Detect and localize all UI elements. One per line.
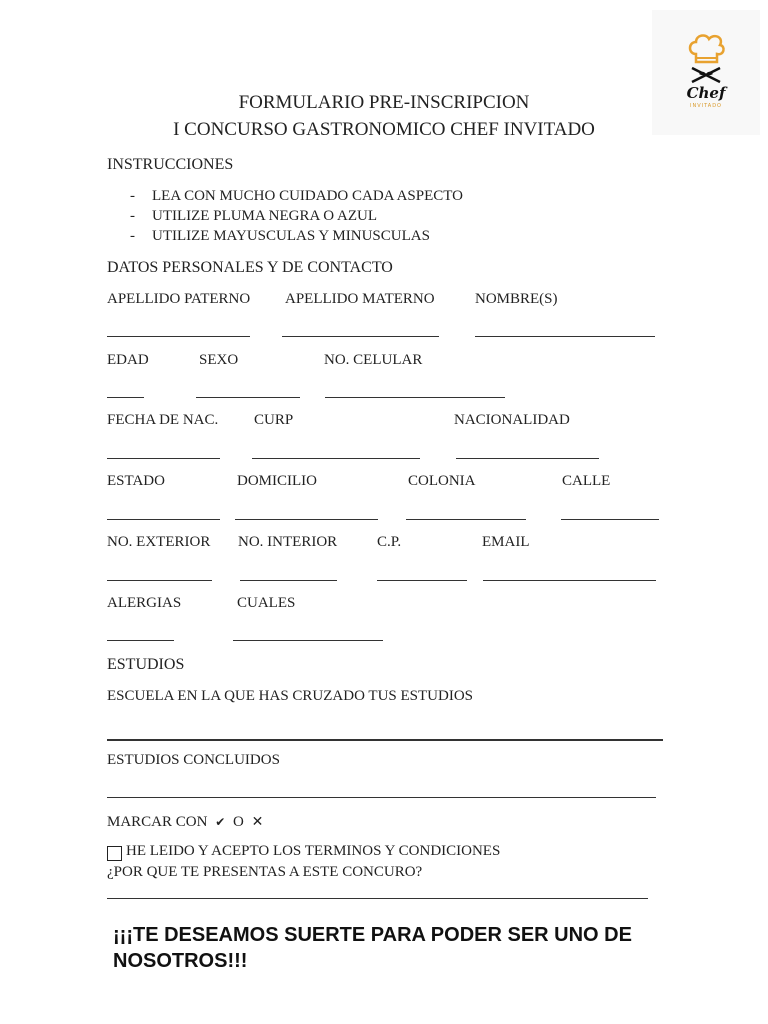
- terms-label: HE LEIDO Y ACEPTO LOS TERMINOS Y CONDICIONES: [126, 843, 501, 859]
- mark-instruction: [107, 814, 263, 831]
- label-cuales: CUALES: [237, 595, 296, 611]
- mark-label: MARCAR CON: [107, 814, 208, 830]
- field-celular[interactable]: [325, 397, 505, 398]
- field-edad[interactable]: [107, 397, 144, 398]
- field-escuela[interactable]: [107, 739, 663, 741]
- label-alergias: ALERGIAS: [107, 595, 182, 611]
- chef-hat-icon: [682, 32, 730, 86]
- logo-subtitle: INVITADO: [690, 103, 722, 109]
- field-no-interior[interactable]: [240, 580, 337, 581]
- field-colonia[interactable]: [406, 519, 526, 520]
- label-email: EMAIL: [482, 534, 530, 550]
- personal-heading: DATOS PERSONALES Y DE CONTACTO: [107, 259, 393, 276]
- logo-wordmark: Chef: [686, 84, 726, 102]
- field-fecha-nac[interactable]: [107, 458, 220, 459]
- form-title: FORMULARIO PRE-INSCRIPCION: [238, 92, 530, 113]
- label-calle: CALLE: [562, 473, 611, 489]
- bullet: -: [130, 188, 135, 204]
- label-fecha-nac: FECHA DE NAC.: [107, 412, 219, 428]
- field-estado[interactable]: [107, 519, 220, 520]
- field-no-exterior[interactable]: [107, 580, 212, 581]
- label-nombre: NOMBRE(S): [475, 291, 558, 307]
- field-email[interactable]: [483, 580, 656, 581]
- label-nacionalidad: NACIONALIDAD: [454, 412, 570, 428]
- cross-icon: ✕: [251, 814, 264, 830]
- field-apellido-paterno[interactable]: [107, 336, 250, 337]
- label-domicilio: DOMICILIO: [237, 473, 317, 489]
- instruction-item: LEA CON MUCHO CUIDADO CADA ASPECTO: [152, 188, 464, 204]
- field-sexo[interactable]: [196, 397, 300, 398]
- label-estado: ESTADO: [107, 473, 165, 489]
- label-escuela: ESCUELA EN LA QUE HAS CRUZADO TUS ESTUDIOS: [107, 688, 473, 704]
- instruction-item: UTILIZE PLUMA NEGRA O AZUL: [152, 208, 377, 224]
- closing-message: ¡¡¡TE DESEAMOS SUERTE PARA PODER SER UNO DE NOSOTROS!!!: [113, 924, 632, 972]
- field-domicilio[interactable]: [235, 519, 378, 520]
- mark-or: O: [233, 814, 244, 830]
- label-no-exterior: NO. EXTERIOR: [107, 534, 211, 550]
- field-alergias[interactable]: [107, 640, 174, 641]
- label-no-interior: NO. INTERIOR: [238, 534, 338, 550]
- field-estudios-concluidos[interactable]: [107, 797, 656, 798]
- label-apellido-materno: APELLIDO MATERNO: [285, 291, 435, 307]
- label-estudios-concluidos: ESTUDIOS CONCLUIDOS: [107, 752, 280, 768]
- label-colonia: COLONIA: [408, 473, 476, 489]
- instruction-item: UTILIZE MAYUSCULAS Y MINUSCULAS: [152, 228, 430, 244]
- chef-logo: [652, 10, 760, 135]
- label-sexo: SEXO: [199, 352, 239, 368]
- instructions-heading: INSTRUCCIONES: [107, 156, 234, 173]
- field-cuales[interactable]: [233, 640, 383, 641]
- field-cp[interactable]: [377, 580, 467, 581]
- field-nombre[interactable]: [475, 336, 655, 337]
- field-curp[interactable]: [252, 458, 420, 459]
- field-apellido-materno[interactable]: [282, 336, 439, 337]
- terms-checkbox[interactable]: [107, 846, 122, 861]
- label-apellido-paterno: APELLIDO PATERNO: [107, 291, 251, 307]
- bullet: -: [130, 228, 135, 244]
- label-celular: NO. CELULAR: [324, 352, 423, 368]
- label-edad: EDAD: [107, 352, 149, 368]
- label-cp: C.P.: [377, 534, 402, 550]
- field-question-answer[interactable]: [107, 898, 648, 899]
- check-icon: ✔: [215, 815, 226, 829]
- field-nacionalidad[interactable]: [456, 458, 599, 459]
- form-subtitle: I CONCURSO GASTRONOMICO CHEF INVITADO: [173, 119, 595, 140]
- label-curp: CURP: [254, 412, 294, 428]
- question-label: ¿POR QUE TE PRESENTAS A ESTE CONCURO?: [107, 864, 423, 880]
- field-calle[interactable]: [561, 519, 659, 520]
- bullet: -: [130, 208, 135, 224]
- studies-heading: ESTUDIOS: [107, 656, 185, 673]
